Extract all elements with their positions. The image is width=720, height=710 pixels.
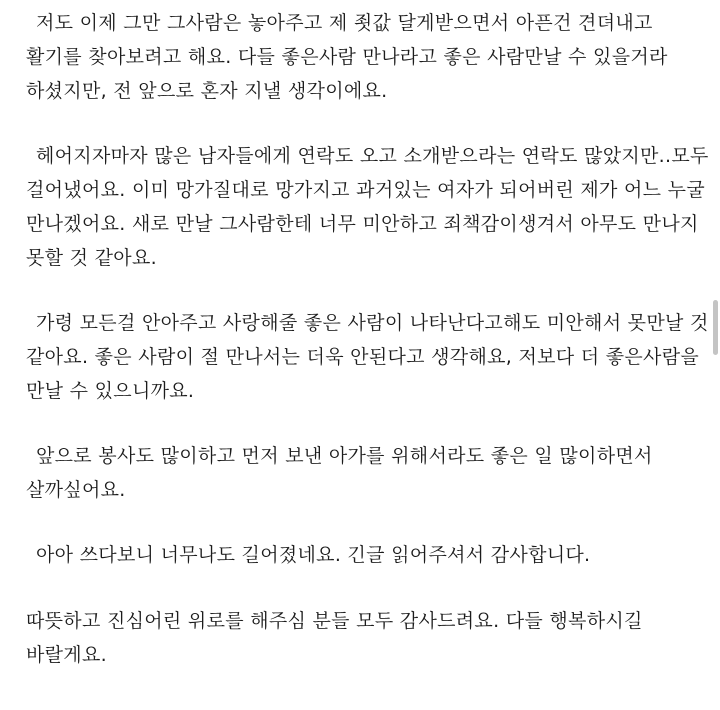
paragraph-5: [26, 538, 698, 572]
text-line: 못할 것 같아요.: [26, 247, 157, 269]
text-line: 하셨지만, 전 앞으로 혼자 지낼 생각이에요.: [26, 80, 388, 102]
text-line: 아아 쓰다보니 너무나도 길어졌네요. 긴글 읽어주셔서 감사합니다.: [36, 544, 591, 566]
text-line: 가령 모든걸 안아주고 사랑해줄 좋은 사람이 나타난다고해도 미안해서 못만날 것: [36, 312, 709, 334]
text-line: 살까싶어요.: [26, 479, 126, 501]
text-line: 걸어냈어요. 이미 망가질대로 망가지고 과거있는 여자가 되어버린 제가 어느 누굴: [26, 179, 705, 201]
paragraph-1: [26, 6, 698, 108]
text-line: 따뜻하고 진심어린 위로를 해주심 분들 모두 감사드려요. 다들 행복하시길: [26, 610, 643, 632]
text-line: 같아요. 좋은 사람이 절 만나서는 더욱 안된다고 생각해요, 저보다 더 좋은사람을: [26, 346, 700, 368]
paragraph-3: [26, 306, 709, 408]
post-body: [26, 6, 709, 672]
paragraph-4: [26, 439, 698, 507]
paragraph-6: [26, 604, 698, 672]
text-line: 만나겠어요. 새로 만날 그사람한테 너무 미안하고 죄책감이생겨서 아무도 만나지: [26, 213, 699, 235]
scrollbar-thumb[interactable]: [713, 300, 718, 355]
text-line: 저도 이제 그만 그사람은 놓아주고 제 죗값 달게받으면서 아픈건 견뎌내고: [36, 12, 653, 34]
text-line: 활기를 찾아보려고 해요. 다들 좋은사람 만나라고 좋은 사람만날 수 있을거라: [26, 46, 668, 68]
text-line: 만날 수 있으니까요.: [26, 380, 195, 402]
text-line: 헤어지자마자 많은 남자들에게 연락도 오고 소개받으라는 연락도 많았지만..모두: [36, 145, 709, 167]
text-line: 바랄게요.: [26, 644, 107, 666]
text-line: 앞으로 봉사도 많이하고 먼저 보낸 아가를 위해서라도 좋은 일 많이하면서: [36, 445, 653, 467]
paragraph-2: [26, 139, 709, 275]
